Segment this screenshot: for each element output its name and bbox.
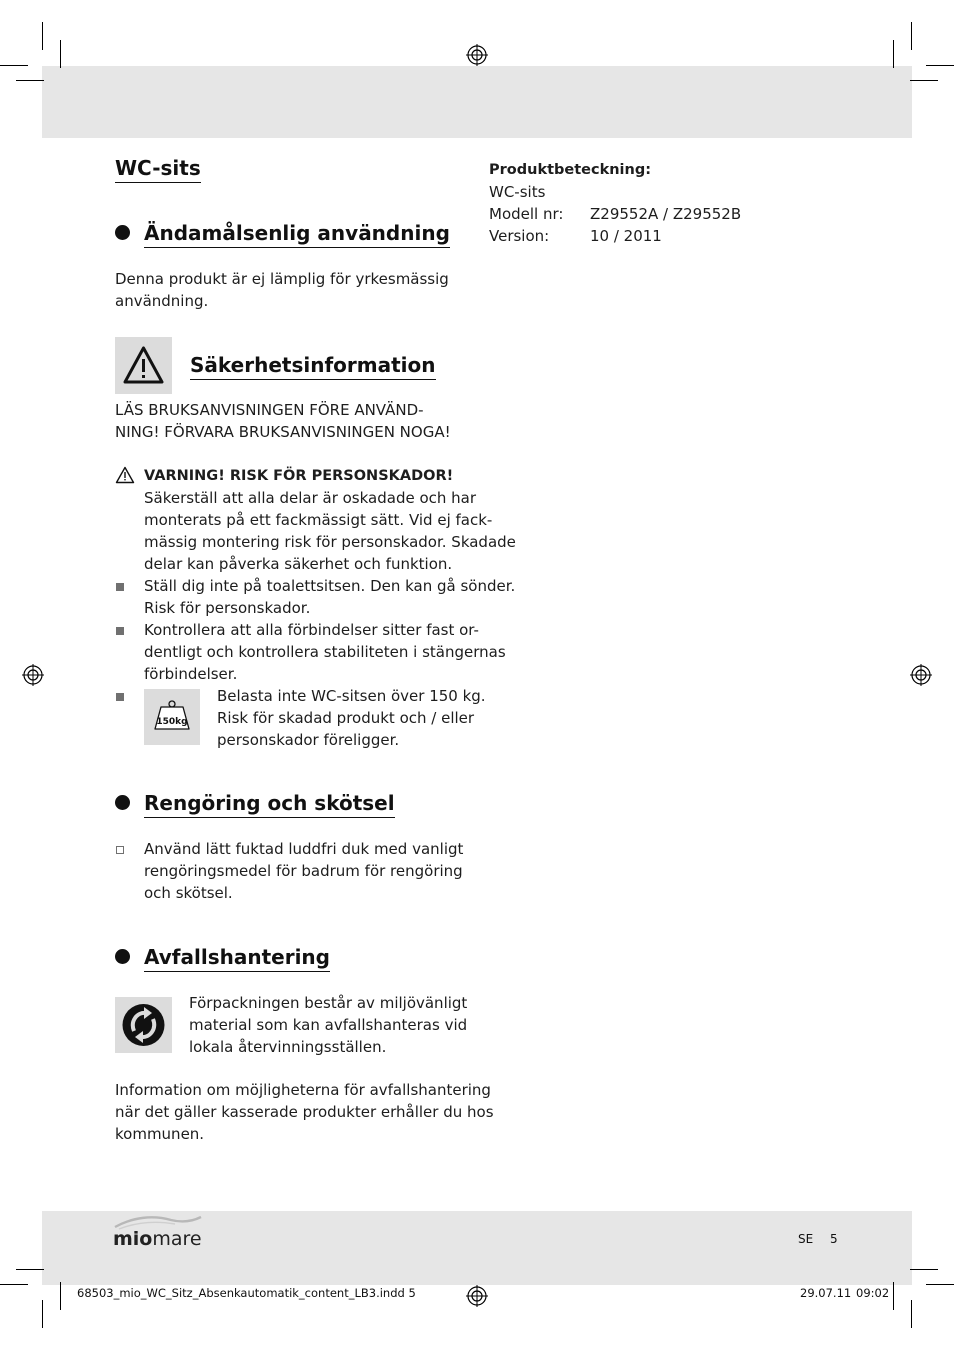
safety-icon-box [115,337,172,394]
print-slug-file: 68503_mio_WC_Sitz_Absenkautomatik_content_LB3.indd 5 [77,1286,416,1300]
product-name: WC-sits [489,183,546,201]
brand-name-mare: mare [152,1228,202,1250]
product-info-label: Produktbeteckning: [489,162,652,178]
registration-mark-icon [466,44,488,66]
page-number: 5 [830,1232,838,1246]
intended-use-heading: Ändamålsenlig användning [144,220,450,248]
intended-use-text: Denna produkt är ej lämplig för yrkesmässig användning. [115,270,449,310]
safety-notice: LÄS BRUKSANVISNINGEN FÖRE ANVÄND- NING! FÖRVARA BRUKSANVISNINGEN NOGA! [115,401,451,441]
green-dot-recycling-icon [115,997,172,1053]
safety-bullet-connections: Kontrollera att alla förbindelser sitter fast or- dentligt och kontrollera stabiliteten i stängernas förbindelser. [144,621,506,683]
cleaning-heading: Rengöring och skötsel [144,790,395,818]
disposal-info-text: Information om möjligheterna för avfallshantering när det gäller kasserade produkter erhåller du hos kommunen. [115,1081,494,1143]
safety-heading: Säkerhetsinformation [190,352,436,380]
bullet-square [116,627,124,635]
disposal-heading: Avfallshantering [144,944,330,972]
print-slug-date: 29.07.11 [800,1286,852,1300]
page-title: WC-sits [115,155,201,183]
bullet-square [116,693,124,701]
language-code: SE [798,1232,814,1246]
version-value: 10 / 2011 [590,227,662,245]
weight-icon-label: 150kg [156,717,188,727]
section-bullet [115,225,130,240]
warning-text: Säkerställ att alla delar är oskadade och har monterats på ett fackmässigt sätt. Vid ej fack- mässig montering risk för personskador. Skadade delar kan påverka säkerhet och funktion. [144,489,516,573]
model-label: Modell nr: [489,205,564,223]
top-band [42,66,912,138]
weight-150kg-icon [144,689,200,745]
safety-bullet-weight: Belasta inte WC-sitsen över 150 kg. Risk för skadad produkt och / eller personskador föreligger. [217,687,486,749]
warning-title: VARNING! RISK FÖR PERSONSKADOR! [144,468,454,484]
bullet-square [116,583,124,591]
brand-logo [113,1213,203,1253]
section-bullet [115,795,130,810]
registration-mark-icon [910,664,932,686]
section-bullet [115,949,130,964]
warning-triangle-icon [115,337,172,394]
safety-bullet-stand: Ställ dig inte på toalettsitsen. Den kan gå sönder. Risk för personskador. [144,577,516,617]
print-slug-time: 09:02 [856,1286,890,1300]
model-value: Z29552A / Z29552B [590,205,742,223]
weight-icon-box [144,689,200,745]
step-square [116,846,124,854]
brand-name-mio: mio [113,1228,153,1250]
registration-mark-icon [466,1285,488,1307]
recycle-icon-box [115,997,172,1053]
registration-mark-icon [22,664,44,686]
warning-small-icon [115,466,135,484]
cleaning-text: Använd lätt fuktad luddfri duk med vanligt rengöringsmedel för badrum för rengöring och skötsel. [144,840,464,902]
version-label: Version: [489,227,550,245]
disposal-packaging-text: Förpackningen består av miljövänligt material som kan avfallshanteras vid lokala återvinningsställen. [189,994,468,1056]
